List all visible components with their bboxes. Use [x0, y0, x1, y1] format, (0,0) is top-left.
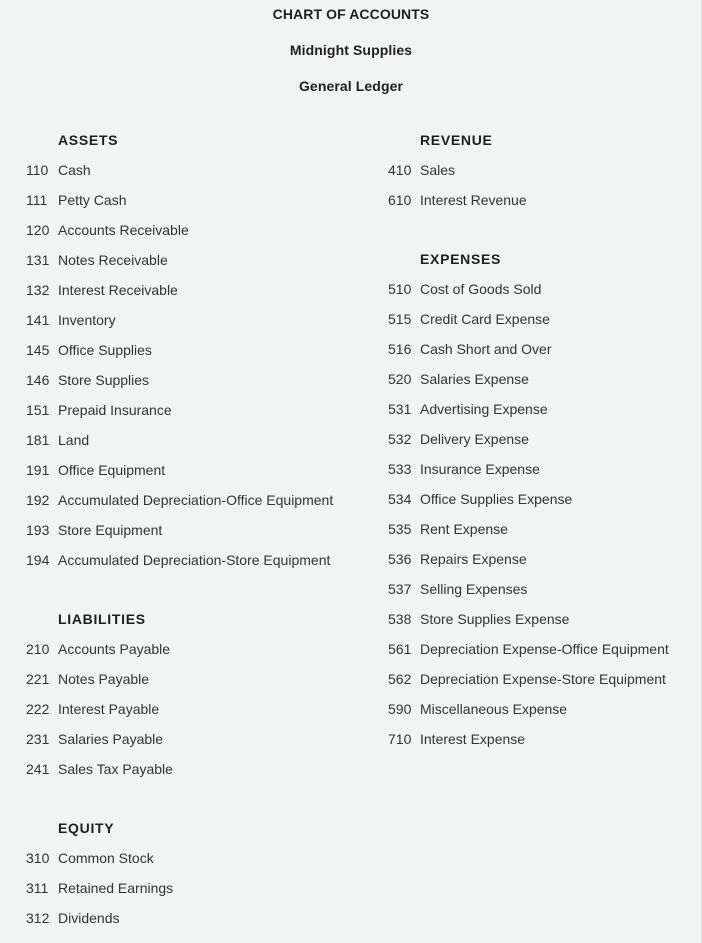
account-row — [26, 664, 356, 694]
account-name: Depreciation Expense-Office Equipment — [420, 641, 669, 657]
account-name: Salaries Payable — [58, 731, 164, 747]
account-name: Common Stock — [58, 850, 154, 866]
account-number: 111 — [26, 192, 48, 208]
section-title: REVENUE — [420, 132, 493, 148]
account-number: 193 — [26, 522, 50, 538]
account-number: 510 — [388, 281, 412, 297]
account-name: Interest Revenue — [420, 192, 527, 208]
section-title: LIABILITIES — [58, 611, 146, 627]
account-name: Sales Tax Payable — [58, 761, 173, 777]
account-number: 181 — [26, 432, 50, 448]
account-name: Store Supplies — [58, 372, 150, 388]
account-number: 194 — [26, 552, 50, 568]
account-number: 221 — [26, 671, 50, 687]
assets-section — [26, 125, 356, 575]
account-number: 610 — [388, 192, 412, 208]
account-row — [26, 185, 356, 215]
section-title: ASSETS — [58, 132, 119, 148]
account-row — [388, 185, 702, 215]
account-name: Notes Payable — [58, 671, 150, 687]
account-name: Accounts Payable — [58, 641, 171, 657]
account-number: 146 — [26, 372, 50, 388]
account-row — [26, 215, 356, 245]
account-row — [26, 903, 356, 933]
account-number: 311 — [26, 880, 49, 896]
account-name: Cost of Goods Sold — [420, 281, 542, 297]
account-number: 191 — [26, 462, 50, 478]
account-number: 516 — [388, 341, 412, 357]
account-number: 533 — [388, 461, 412, 477]
account-number: 537 — [388, 581, 412, 597]
account-row — [388, 274, 702, 304]
account-name: Cash Short and Over — [420, 341, 552, 357]
account-name: Interest Expense — [420, 731, 526, 747]
account-row — [388, 634, 702, 664]
account-number: 590 — [388, 701, 412, 717]
section-title: EXPENSES — [420, 251, 502, 267]
account-name: Prepaid Insurance — [58, 402, 172, 418]
account-name: Petty Cash — [58, 192, 127, 208]
account-row — [388, 544, 702, 574]
account-row — [388, 364, 702, 394]
account-name: Sales — [420, 162, 456, 178]
account-row — [388, 724, 702, 754]
account-name: Salaries Expense — [420, 371, 529, 387]
account-name: Store Supplies Expense — [420, 611, 570, 627]
account-number: 312 — [26, 910, 50, 926]
account-name: Repairs Expense — [420, 551, 527, 567]
account-row — [26, 843, 356, 873]
section-title: EQUITY — [58, 820, 115, 836]
account-row — [26, 335, 356, 365]
account-number: 210 — [26, 641, 50, 657]
account-number: 120 — [26, 222, 50, 238]
account-name: Land — [58, 432, 90, 448]
account-row — [26, 873, 356, 903]
account-number: 192 — [26, 492, 50, 508]
account-row — [388, 604, 702, 634]
account-row — [26, 425, 356, 455]
account-number: 535 — [388, 521, 412, 537]
account-name: Interest Receivable — [58, 282, 178, 298]
account-row — [26, 694, 356, 724]
account-number: 561 — [388, 641, 412, 657]
account-name: Inventory — [58, 312, 116, 328]
account-row — [26, 634, 356, 664]
account-name: Accumulated Depreciation-Office Equipment — [58, 492, 334, 508]
account-name: Office Equipment — [58, 462, 166, 478]
expenses-section — [388, 244, 702, 754]
account-number: 131 — [26, 252, 50, 268]
account-number: 141 — [26, 312, 50, 328]
account-row — [388, 454, 702, 484]
account-row — [388, 394, 702, 424]
account-name: Delivery Expense — [420, 431, 529, 447]
account-row — [26, 395, 356, 425]
page-title: CHART OF ACCOUNTS — [272, 6, 430, 22]
account-name: Office Supplies — [58, 342, 152, 358]
account-name: Notes Receivable — [58, 252, 168, 268]
account-number: 532 — [388, 431, 412, 447]
account-name: Rent Expense — [420, 521, 508, 537]
account-name: Depreciation Expense-Store Equipment — [420, 671, 666, 687]
account-row — [26, 485, 356, 515]
account-row — [26, 724, 356, 754]
account-name: Interest Payable — [58, 701, 160, 717]
account-name: Dividends — [58, 910, 120, 926]
account-name: Miscellaneous Expense — [420, 701, 568, 717]
account-name: Selling Expenses — [420, 581, 528, 597]
account-name: Accounts Receivable — [58, 222, 189, 238]
revenue-section — [388, 125, 702, 215]
account-number: 562 — [388, 671, 412, 687]
account-number: 231 — [26, 731, 50, 747]
account-row — [388, 694, 702, 724]
account-name: Credit Card Expense — [420, 311, 550, 327]
account-number: 538 — [388, 611, 412, 627]
account-row — [388, 484, 702, 514]
account-number: 536 — [388, 551, 412, 567]
account-number: 410 — [388, 162, 412, 178]
account-number: 310 — [26, 850, 50, 866]
account-row — [26, 545, 356, 575]
account-row — [388, 424, 702, 454]
account-number: 110 — [26, 162, 49, 178]
account-row — [388, 334, 702, 364]
account-row — [388, 155, 702, 185]
account-number: 531 — [388, 401, 412, 417]
account-name: Advertising Expense — [420, 401, 548, 417]
account-row — [388, 304, 702, 334]
account-row — [26, 275, 356, 305]
account-name: Cash — [58, 162, 91, 178]
account-name: Insurance Expense — [420, 461, 540, 477]
account-row — [26, 754, 356, 784]
ledger-subtitle: General Ledger — [298, 78, 404, 94]
account-row — [388, 574, 702, 604]
account-number: 132 — [26, 282, 50, 298]
account-row — [26, 515, 356, 545]
account-row — [26, 365, 356, 395]
account-row — [388, 514, 702, 544]
equity-section — [26, 813, 356, 933]
account-name: Retained Earnings — [58, 880, 174, 896]
account-name: Accumulated Depreciation-Store Equipment — [58, 552, 331, 568]
account-number: 151 — [26, 402, 50, 418]
account-row — [26, 305, 356, 335]
account-name: Store Equipment — [58, 522, 163, 538]
account-number: 241 — [26, 761, 50, 777]
account-row — [26, 455, 356, 485]
account-name: Office Supplies Expense — [420, 491, 573, 507]
account-row — [388, 664, 702, 694]
liabilities-section — [26, 604, 356, 784]
account-number: 515 — [388, 311, 412, 327]
account-row — [26, 245, 356, 275]
company-name: Midnight Supplies — [289, 42, 413, 58]
account-number: 534 — [388, 491, 412, 507]
account-number: 222 — [26, 701, 50, 717]
account-number: 520 — [388, 371, 412, 387]
account-row — [26, 155, 356, 185]
account-number: 145 — [26, 342, 50, 358]
account-number: 710 — [388, 731, 412, 747]
